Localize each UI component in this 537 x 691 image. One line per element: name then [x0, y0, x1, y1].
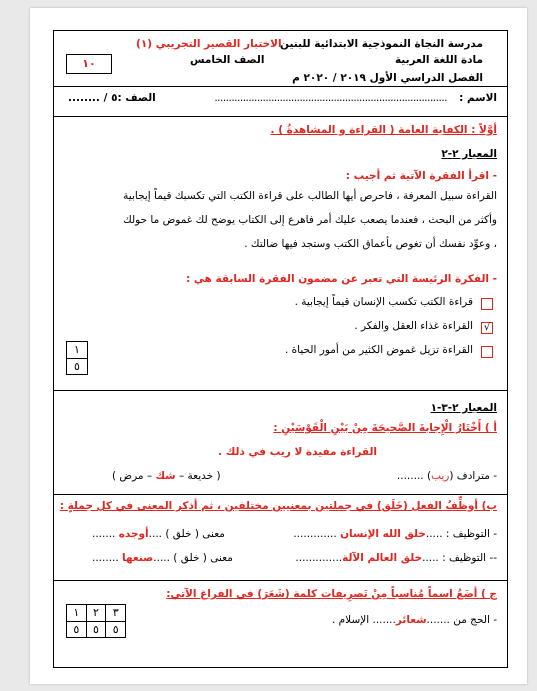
school-name: مدرسة النجاة النموذجية الابتدائية للبنين: [280, 38, 483, 50]
fill-blank-row: - الحج من .......شعائر....... الإسلام .: [332, 614, 497, 626]
total-score: ١٠: [82, 57, 96, 70]
fill-blank-answer: شعائر: [395, 614, 427, 626]
section1-score-box: [66, 341, 88, 375]
score-top: ٣: [106, 605, 125, 622]
standard-2-2: المعيار ٢-٢: [441, 148, 497, 160]
standard-2-3-1: المعيار ٢-٣-١: [430, 402, 497, 414]
meaning-answer-2: صنعها: [122, 552, 154, 564]
usage-row-1: - التوظيف : .....خلق الله الإنسان .............: [293, 528, 497, 540]
synonym-row: - مترادف (ريب) ........: [396, 470, 497, 482]
grade-label: الصف الخامس: [190, 54, 265, 66]
part-a-title: أ ) أَخْتَارُ الْإِجابةَ الصَّحيحَةَ مِنْ بَيْنِ الْقَوْسَيْنِ :: [273, 422, 497, 434]
synonym-answer: شك: [155, 470, 176, 482]
score-top: ٢: [87, 605, 106, 622]
option-checkbox[interactable]: [481, 346, 493, 358]
option-text: القراءة غذاء العقل والفكر .: [354, 320, 473, 332]
option-text: القراءة تزيل غموض الكثير من أمور الحياة .: [284, 344, 473, 356]
synonym-choices: ( خديعة – شك – مرض ): [112, 470, 221, 482]
exam-sheet: [30, 8, 527, 684]
score-bottom: ٥: [73, 623, 80, 636]
paragraph-line: وأكثر من البحث ، فعندما يصعب عليك أمر فاهرع إلى الكتاب يوضح لك غموض ما حولك: [123, 214, 497, 226]
meaning-answer-1: أوجده: [118, 528, 149, 540]
class-field[interactable]: الصف :٥ / ........: [68, 92, 156, 104]
usage-row-2: -- التوظيف : .....خلق العالم الآلة..............: [295, 552, 497, 564]
score-bottom: ٥: [93, 623, 99, 636]
score-bottom: ٥: [74, 360, 80, 373]
option-checkbox[interactable]: [481, 298, 493, 310]
part-b-title: ب) أوظِّفُ الفعل (خَلَق) في جملتين بمعنيين مختلفين ، ثم أذكر المعنى في كل جملةٍ :: [59, 500, 497, 512]
score-top: ١: [67, 605, 86, 622]
main-idea-question: - الفكرة الرئيسة التي تعبر عن مضمون الفقرة السابقة هي :: [186, 273, 497, 285]
synonym-word: ريب: [431, 470, 450, 482]
usage-answer-1: خلق الله الإنسان: [340, 528, 426, 540]
paragraph-line: ، وعوِّد نفسك أن تغوص بأعماق الكتب وستجد فيها ضالتك .: [244, 238, 497, 250]
part-c-title: ج ) أضَعُ اسماً مُناسباً مِنْ تَصرِيفات كلمة (شَعَرَ) في الفراغ الآتي:: [166, 588, 497, 600]
usage-answer-2: خلق العالم الآلة: [342, 552, 423, 564]
paragraph-line: القراءة سبيل المعرفة ، فاحرص أيها الطالب على قراءة الكتب التي تكسبك قيماً إيجابية: [123, 190, 497, 202]
term-label: الفصل الدراسي الأول ٢٠١٩ / ٢٠٢٠ م: [292, 72, 483, 84]
exam-title: الاختبار القصير التجريبي (١): [136, 38, 282, 50]
subject-name: مادة اللغة العربية: [394, 54, 483, 66]
option-text: قراءة الكتب تكسب الإنسان قيماً إيجابية .: [294, 296, 473, 308]
score-bottom: ٥: [112, 623, 119, 636]
section1-title: أوَّلاً : الكفاية العامة ( القراءة و المشاهدةُ ) .: [270, 124, 497, 136]
meaning-row-2: معنى ( خلق ) .....صنعها ........: [92, 552, 233, 564]
total-score-box: [66, 54, 112, 74]
name-label: الاسم :: [459, 92, 497, 104]
name-field[interactable]: ..................................................................................: [214, 92, 447, 104]
score-top: ١: [67, 342, 87, 359]
option-checkbox-checked[interactable]: √: [481, 322, 493, 334]
reading-instruction: - اقرأ الفقرة الآتية ثم أجيب :: [345, 170, 497, 182]
section2-score-box: [66, 604, 126, 638]
meaning-row-1: معنى ( خلق ) ....أوجده .......: [92, 528, 225, 540]
part-a-sentence: القراءة مفيدة لا ريب في ذلك .: [218, 446, 377, 458]
